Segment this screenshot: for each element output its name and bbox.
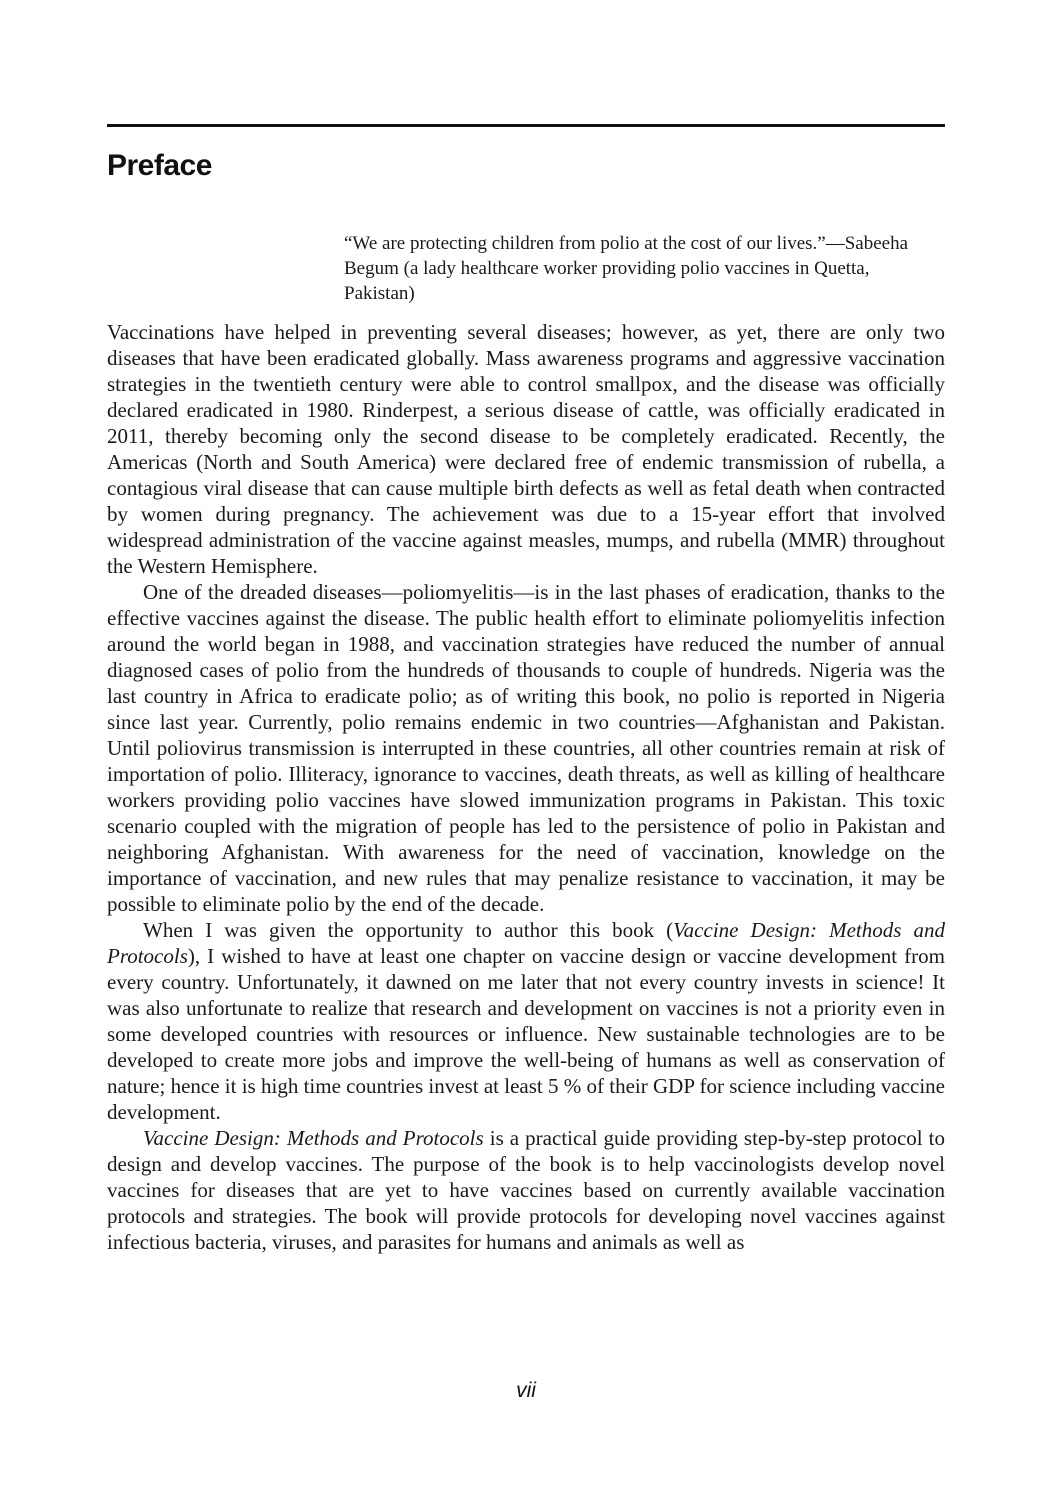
epigraph-quote: “We are protecting children from polio at the cost of our lives.”—Sabeeha Begum (a lady healthcare worker providing polio vaccines in Quetta, Pakistan) — [344, 233, 909, 304]
paragraph-1: Vaccinations have helped in preventing several diseases; however, as yet, there are only two diseases that have been eradicated globally. Mass awareness programs and aggressive vaccination strategies in the twentieth century were able to control smallpox, and the disease was officially declared eradicated in 1980. Rinderpest, a serious disease of cattle, was officially eradicated in 2011, thereby becoming only the second disease to be completely eradicated. Recently, the Americas (North and South America) were declared free of endemic transmission of rubella, a contagious viral disease that can cause multiple birth defects as well as fetal death when contracted by women during pregnancy. The achievement was due to a 15-year effort that involved widespread administration of the vaccine against measles, mumps, and rubella (MMR) throughout the Western Hemisphere. — [107, 320, 945, 578]
chapter-title: Preface — [107, 149, 212, 182]
paragraph-4-rest: is a practical guide providing step-by-step protocol to design and develop vaccines. The purpose of the book is to help vaccinologists develop novel vaccines for diseases that are yet to have vaccines based on currently available vaccination protocols and strategies. The book will provide protocols for developing novel vaccines against infectious bacteria, viruses, and parasites for humans and animals as well as — [107, 1126, 945, 1254]
book-title-italic: Vaccine Design: Methods and Protocols — [107, 918, 945, 968]
paragraph-3-lead: When I was given the opportunity to author this book ( — [143, 918, 674, 942]
chapter-top-rule — [107, 124, 945, 127]
paragraph-4 — [107, 1125, 945, 1255]
paragraph-2: One of the dreaded diseases—poliomyelitis—is in the last phases of eradication, thanks to the effective vaccines against the disease. The public health effort to eliminate poliomyelitis infection around the world began in 1988, and vaccination strategies have reduced the number of annual diagnosed cases of polio from the hundreds of thousands to couple of hundreds. Nigeria was the last country in Africa to eradicate polio; as of writing this book, no polio is reported in Nigeria since last year. Currently, polio remains endemic in two countries—Afghanistan and Pakistan. Until poliovirus transmission is interrupted in these countries, all other countries remain at risk of importation of polio. Illiteracy, ignorance to vaccines, death threats, as well as killing of healthcare workers providing polio vaccines have slowed immunization programs in Pakistan. This toxic scenario coupled with the migration of people has led to the persistence of polio in Pakistan and neighboring Afghanistan. With awareness for the need of vaccination, knowledge on the importance of vaccination, and new rules that may penalize resistance to vaccination, it may be possible to eliminate polio by the end of the decade. — [107, 580, 945, 916]
preface-body — [107, 319, 945, 1255]
paragraph-3 — [107, 917, 945, 1125]
book-title-italic: Vaccine Design: Methods and Protocols — [143, 1126, 484, 1150]
paragraph-3-rest: ), I wished to have at least one chapter on vaccine design or vaccine development from every country. Unfortunately, it dawned on me later that not every country invests in science! It was also unfortunate to realize that research and development on vaccines is not a priority even in some developed countries with resources or influence. New sustainable technologies are to be developed to create more jobs and improve the well-being of humans as well as conservation of nature; hence it is high time countries invest at least 5 % of their GDP for science including vaccine development. — [107, 944, 945, 1124]
page-number: vii — [516, 1379, 536, 1402]
